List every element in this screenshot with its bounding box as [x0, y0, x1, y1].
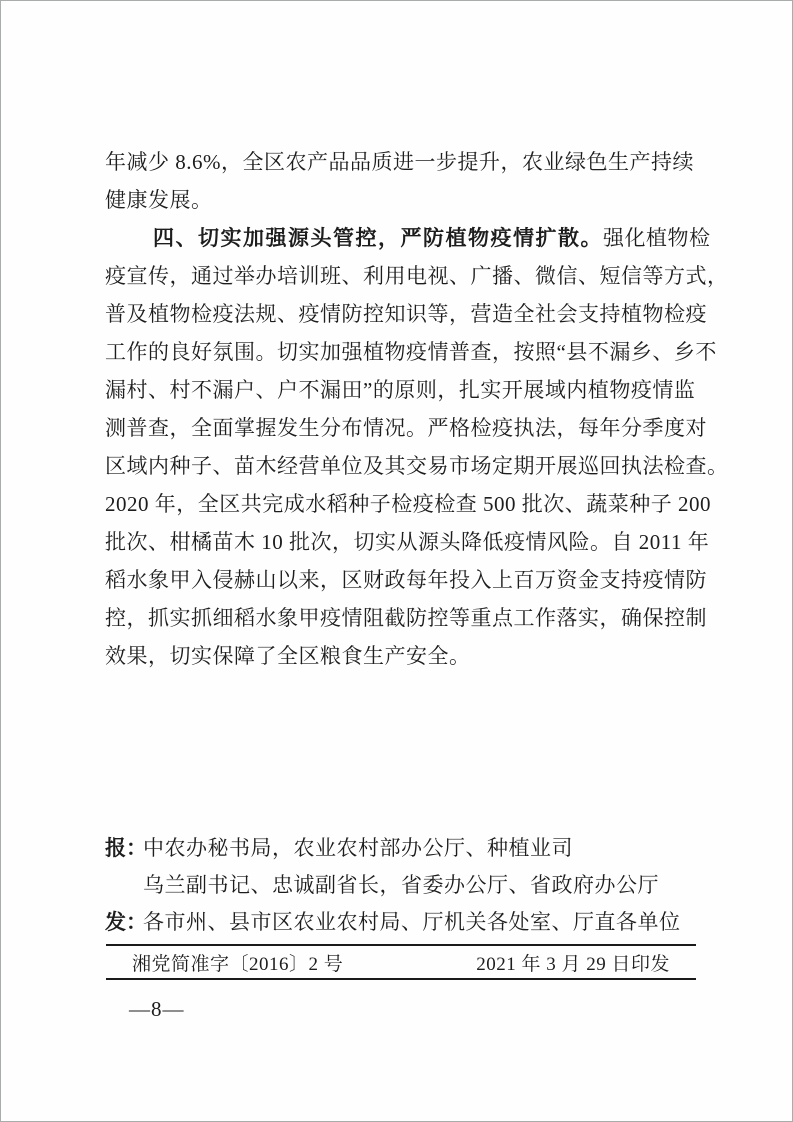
body-line: 控，抓实抓细稻水象甲疫情阻截防控等重点工作落实，确保控制 — [105, 606, 707, 630]
document-body — [105, 143, 729, 675]
body-line: 健康发展。 — [105, 188, 213, 212]
body-line: 强化植物检 — [603, 226, 711, 250]
body-line: 区域内种子、苗木经营单位及其交易市场定期开展巡回执法检查。 — [105, 454, 729, 478]
body-line: 效果，切实保障了全区粮食生产安全。 — [105, 644, 471, 668]
report-to-line — [105, 830, 681, 867]
print-date: 2021 年 3 月 29 日印发 — [476, 953, 670, 975]
report-to-recipients-1: 中农办秘书局，农业农村部办公厅、种植业司 — [143, 836, 573, 860]
report-to-label: 报： — [105, 837, 147, 860]
distribution-section — [105, 830, 681, 941]
body-line: 测普查，全面掌握发生分布情况。严格检疫执法，每年分季度对 — [105, 416, 707, 440]
body-line: 疫宣传，通过举办培训班、利用电视、广播、微信、短信等方式， — [105, 264, 729, 288]
section-heading: 四、切实加强源头管控，严防植物疫情扩散。 — [153, 227, 603, 250]
body-line: 稻水象甲入侵赫山以来，区财政每年投入上百万资金支持疫情防 — [105, 568, 707, 592]
body-line: 普及植物检疫法规、疫情防控知识等，营造全社会支持植物检疫 — [105, 302, 707, 326]
issued-to-recipients: 各市州、县市区农业农村局、厅机关各处室、厅直各单位 — [143, 910, 681, 934]
report-to-recipients-2: 乌兰副书记、忠诚副省长，省委办公厅、省政府办公厅 — [143, 873, 659, 897]
issued-to-label: 发： — [105, 911, 147, 934]
body-line: 工作的良好氛围。切实加强植物疫情普查，按照“县不漏乡、乡不 — [105, 340, 717, 364]
body-line: 年减少 8.6%，全区农产品品质进一步提升，农业绿色生产持续 — [105, 150, 694, 174]
body-line: 2020 年，全区共完成水稻种子检疫检查 500 批次、蔬菜种子 200 — [105, 492, 711, 516]
doc-approval-number: 湘党简准字〔2016〕2 号 — [132, 953, 344, 975]
page-number: —8— — [129, 997, 185, 1021]
body-line: 漏村、村不漏户、户不漏田”的原则，扎实开展域内植物疫情监 — [105, 378, 696, 402]
section-heading-line — [105, 219, 729, 257]
colophon-bar — [106, 944, 696, 980]
issued-to-line — [105, 904, 681, 941]
body-line: 批次、柑橘苗木 10 批次，切实从源头降低疫情风险。自 2011 年 — [105, 530, 710, 554]
